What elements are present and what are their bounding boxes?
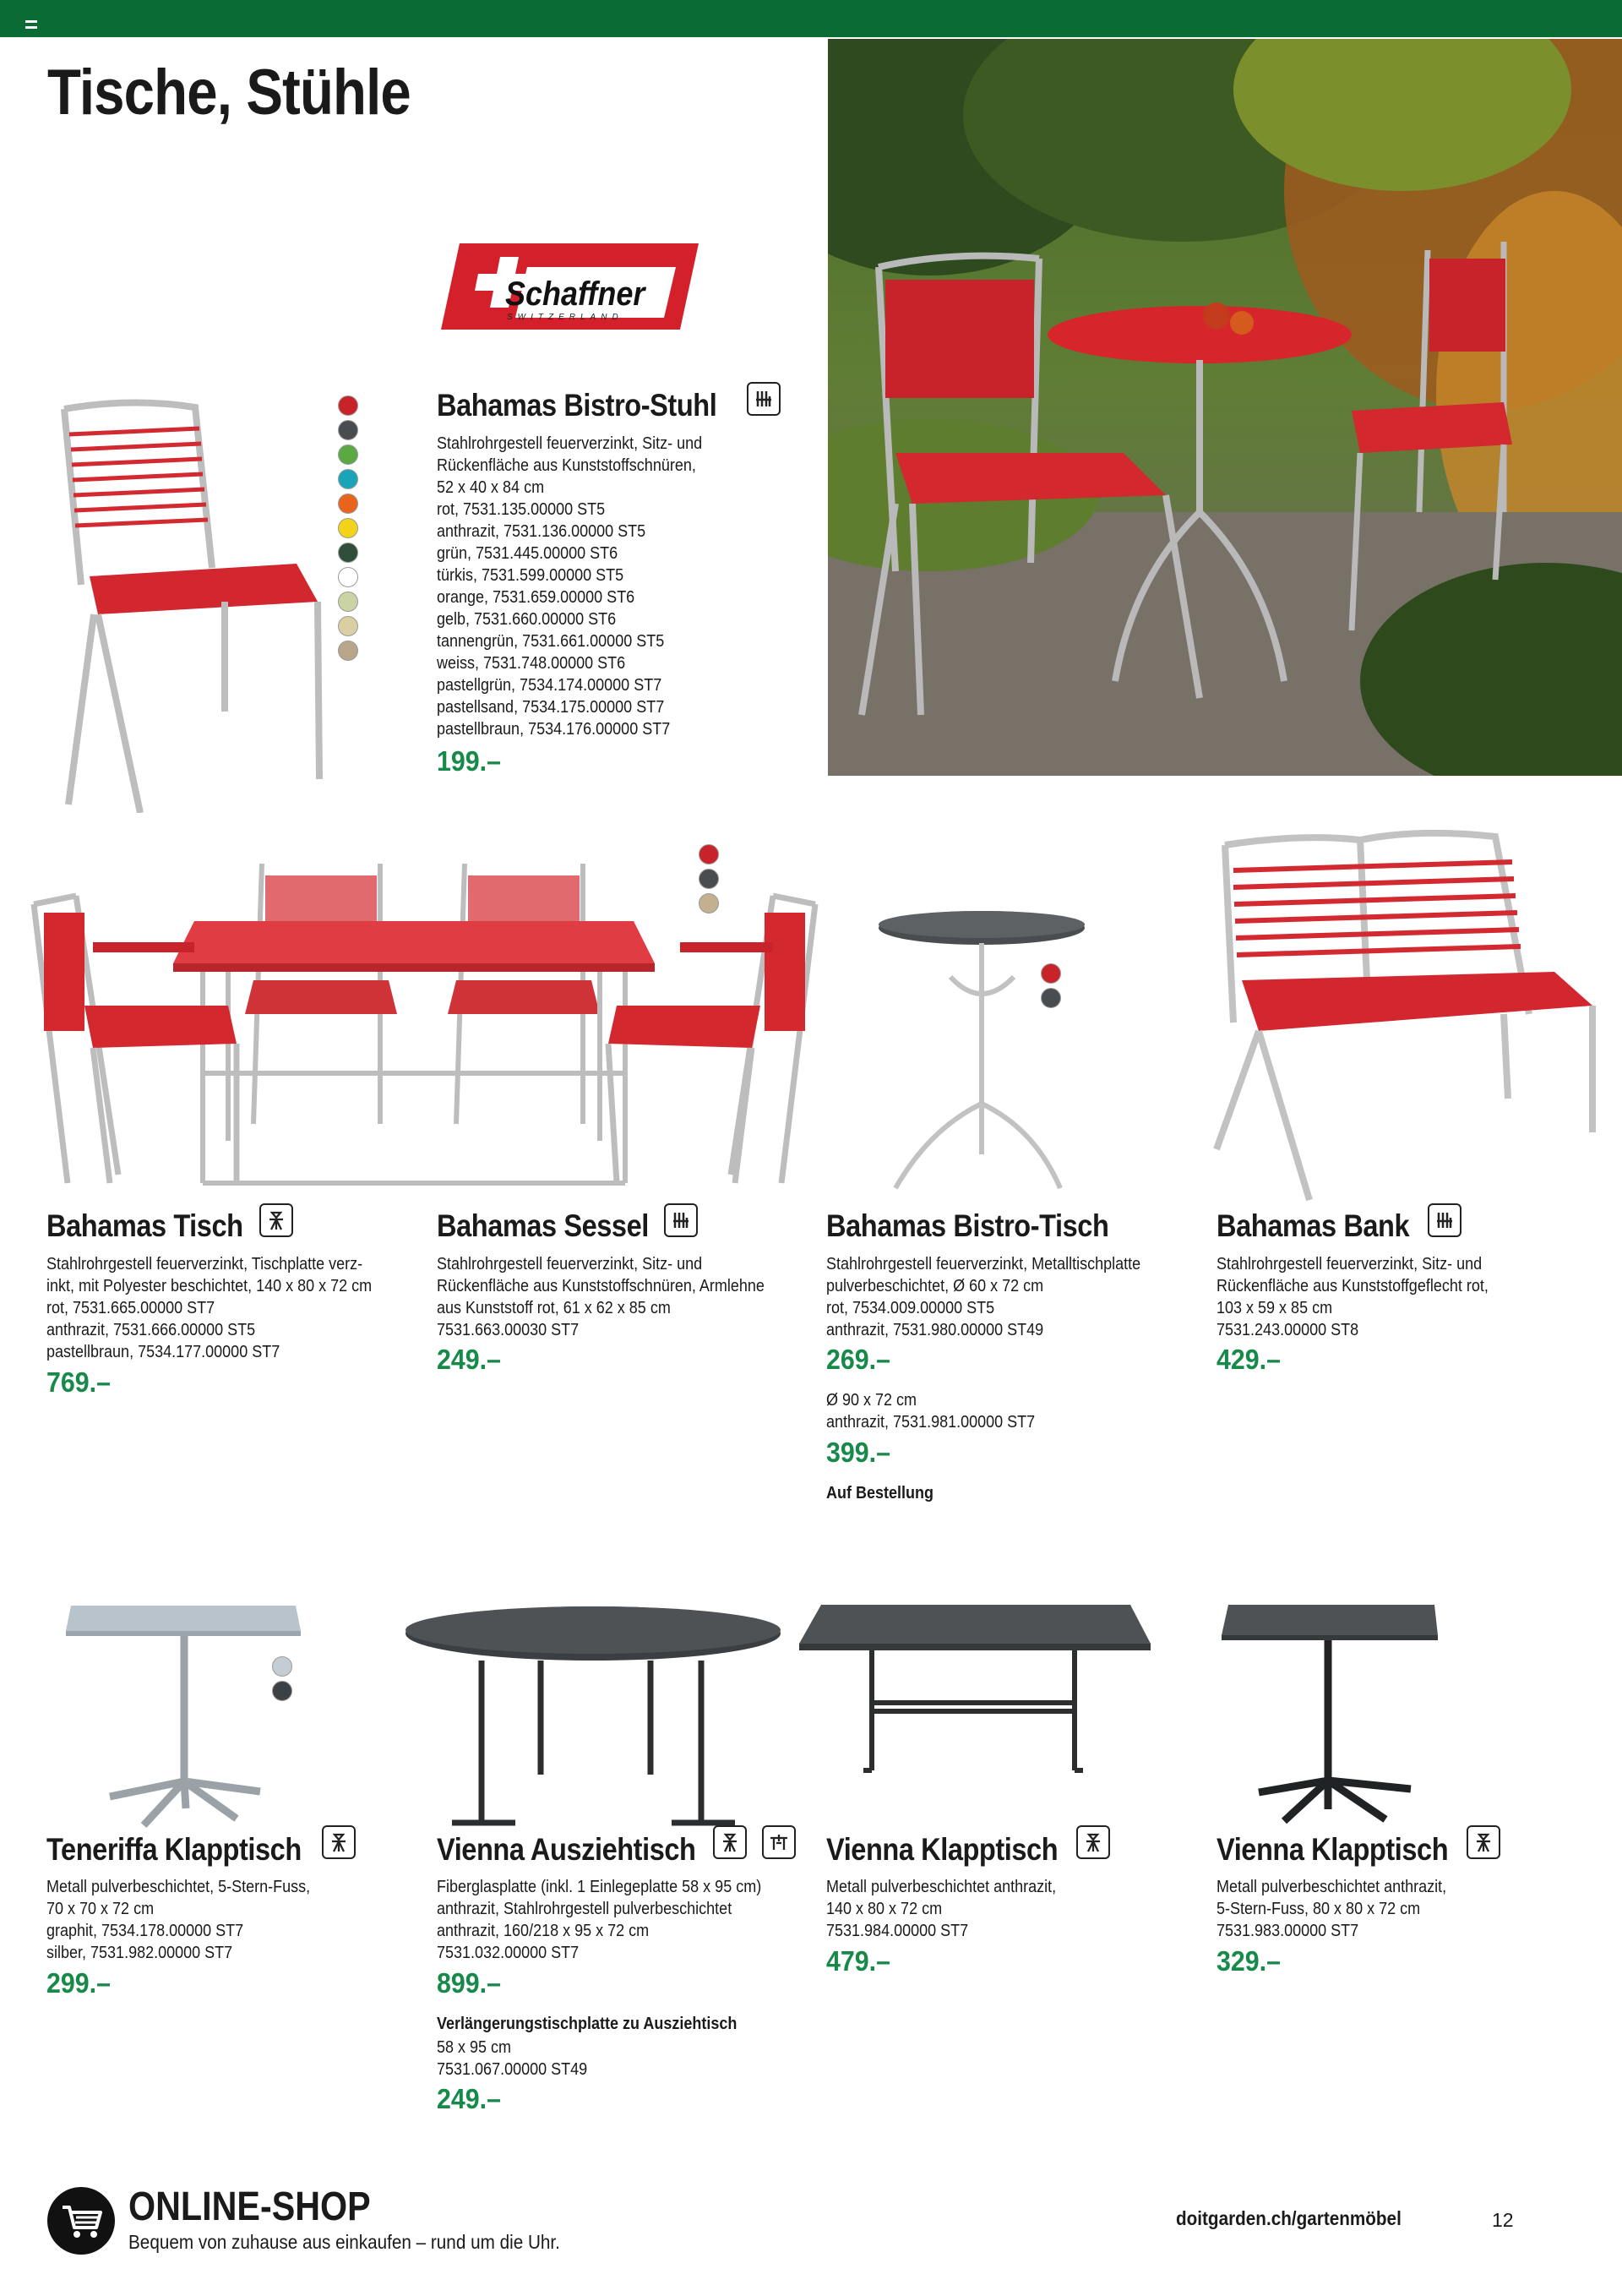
color-swatch-graphit[interactable] [272,1681,292,1701]
bank-image [1208,828,1597,1208]
product-price-bistro-tisch: 269.– [826,1344,890,1375]
product-desc-teneriffa: Metall pulverbeschichtet, 5-Stern-Fuss, 70 x 70 x 72 cm graphit, 7534.178.00000 ST7 silber, 7531.982.00000 ST7 [46,1878,311,1962]
product-price-tisch: 769.– [46,1366,111,1398]
product-name-teneriffa: Teneriffa Klapptisch [46,1832,302,1867]
bistro-tisch-image [870,909,1090,1197]
color-swatch-anthrazit[interactable] [338,420,358,440]
product-desc-vienna-ausziehtisch: Fiberglasplatte (inkl. 1 Einlegeplatte 58 x 95 cm) anthrazit, Stahlrohrgestell pulverbeschichtet anthrazit, 160/218 x 95 x 72 cm 7531.032.00000 ST7 [437,1878,762,1962]
product-price-bistro-stuhl: 199.– [437,745,501,777]
bistro-tisch-swatches [1041,963,1063,1008]
top-bar [0,0,1622,37]
color-swatch-pastellbraun[interactable] [699,893,719,913]
product-desc-bistro-tisch: Stahlrohrgestell feuerverzinkt, Metalltischplatte pulverbeschichtet, Ø 60 x 72 cm rot, 7534.009.00000 ST5 anthrazit, 7531.980.00000 ST49 [826,1255,1141,1339]
product-variant-desc-bistro-tisch: Ø 90 x 72 cm anthrazit, 7531.981.00000 ST7 [826,1391,1036,1432]
stackable-icon [747,382,781,416]
color-swatch-tannengruen[interactable] [338,543,358,563]
bistro-stuhl-swatches [338,395,360,661]
shop-url-link[interactable]: doitgarden.ch/gartenmöbel [1176,2207,1402,2229]
color-swatch-silber[interactable] [272,1656,292,1677]
product-name-vienna-ausziehtisch: Vienna Ausziehtisch [437,1832,696,1867]
bistro-stuhl-image [47,390,335,813]
stackable-icon [1428,1203,1461,1237]
foldable-icon [1076,1825,1110,1859]
color-swatch-tuerkis[interactable] [338,469,358,489]
cart-icon[interactable] [47,2187,115,2255]
hero-photo [828,39,1622,776]
product-price-sessel: 249.– [437,1344,501,1375]
menu-icon[interactable] [25,20,37,29]
product-name-bistro-stuhl: Bahamas Bistro-Stuhl [437,388,717,423]
product-price-teneriffa: 299.– [46,1967,111,1999]
color-swatch-anthrazit[interactable] [1041,988,1061,1008]
product-name-vienna-klapptisch-1: Vienna Klapptisch [826,1832,1059,1867]
product-desc-tisch: Stahlrohrgestell feuerverzinkt, Tischplatte verz- inkt, mit Polyester beschichtet, 140 x 80 x 72 cm rot, 7531.665.00000 ST7 anthrazit, 7531.666.00000 ST5 pastellbraun, 7534.177.00000 ST7 [46,1255,373,1361]
color-swatch-anthrazit[interactable] [699,869,719,889]
product-price-vienna-ausziehtisch: 899.– [437,1967,501,1999]
extra-price-vienna-ausziehtisch: 249.– [437,2083,501,2114]
product-desc-vienna-klapptisch-1: Metall pulverbeschichtet anthrazit, 140 x 80 x 72 cm 7531.984.00000 ST7 [826,1878,1057,1940]
tisch-swatches [699,844,721,913]
foldable-icon [259,1203,293,1237]
brand-logo-text: Schaffner [505,275,645,313]
product-name-bistro-tisch: Bahamas Bistro-Tisch [826,1208,1109,1243]
product-name-sessel: Bahamas Sessel [437,1208,649,1243]
product-name-bank: Bahamas Bank [1216,1208,1410,1243]
foldable-icon [322,1825,356,1859]
online-shop-subtitle: Bequem von zuhause aus einkaufen – rund um die Uhr. [128,2231,560,2253]
product-price-vienna-klapptisch-2: 329.– [1216,1945,1281,1977]
extendable-icon [762,1825,796,1859]
page-number: 12 [1492,2209,1514,2231]
product-price-vienna-klapptisch-1: 479.– [826,1945,890,1977]
foldable-icon [1467,1825,1500,1859]
color-swatch-weiss[interactable] [338,567,358,587]
product-variant-price-bistro-tisch: 399.– [826,1437,890,1468]
color-swatch-rot[interactable] [699,844,719,864]
vienna-klapptisch-2-image [1216,1601,1445,1830]
color-swatch-rot[interactable] [338,395,358,416]
stackable-icon [664,1203,698,1237]
color-swatch-rot[interactable] [1041,963,1061,984]
extra-title-vienna-ausziehtisch: Verlängerungstischplatte zu Ausziehtisch [437,2015,738,2033]
page-title: Tische, Stühle [47,57,411,128]
product-desc-bistro-stuhl: Stahlrohrgestell feuerverzinkt, Sitz- und Rückenfläche aus Kunststoffschnüren, 52 x 40 x 84 cm rot, 7531.135.00000 ST5 anthrazit, 7531.136.00000 ST5 grün, 7531.445.00000 ST6 türkis, 7531.599.00000 ST5 orange, 7531.659.00000 ST6 gelb, 7531.660.00000 ST6 tannengrün, 7531.661.00000 ST5 weiss, 7531.748.00000 ST6 pastellgrün, 7534.174.00000 ST7 pastellsand, 7534.175.00000 ST7 pastellbraun, 7534.176.00000 ST7 [437,434,703,739]
brand-logo [441,242,699,331]
teneriffa-image [59,1597,313,1834]
online-shop-title[interactable]: ONLINE-SHOP [128,2184,371,2229]
product-desc-sessel: Stahlrohrgestell feuerverzinkt, Sitz- und Rückenfläche aus Kunststoffschnüren, Armlehne aus Kunststoff rot, 61 x 62 x 85 cm 7531.663.00030 ST7 [437,1255,765,1339]
color-swatch-pastellsand[interactable] [338,616,358,636]
extra-desc-vienna-ausziehtisch: 58 x 95 cm 7531.067.00000 ST49 [437,2038,588,2079]
color-swatch-pastellbraun[interactable] [338,641,358,661]
product-price-bank: 429.– [1216,1344,1281,1375]
product-name-vienna-klapptisch-2: Vienna Klapptisch [1216,1832,1449,1867]
color-swatch-orange[interactable] [338,494,358,514]
product-desc-vienna-klapptisch-2: Metall pulverbeschichtet anthrazit, 5-Stern-Fuss, 80 x 80 x 72 cm 7531.983.00000 ST7 [1216,1878,1447,1940]
color-swatch-gelb[interactable] [338,518,358,538]
product-name-tisch: Bahamas Tisch [46,1208,243,1243]
product-desc-bank: Stahlrohrgestell feuerverzinkt, Sitz- und Rückenfläche aus Kunststoffgeflecht rot, 103 x 59 x 85 cm 7531.243.00000 ST8 [1216,1255,1489,1339]
order-note: Auf Bestellung [826,1484,934,1502]
vienna-klapptisch-1-image [796,1601,1151,1834]
teneriffa-swatches [272,1656,294,1701]
color-swatch-pastellgruen[interactable] [338,592,358,612]
brand-logo-subtext: SWITZERLAND [507,313,623,322]
foldable-icon [713,1825,747,1859]
vienna-ausziehtisch-image [406,1601,786,1834]
color-swatch-gruen[interactable] [338,444,358,465]
